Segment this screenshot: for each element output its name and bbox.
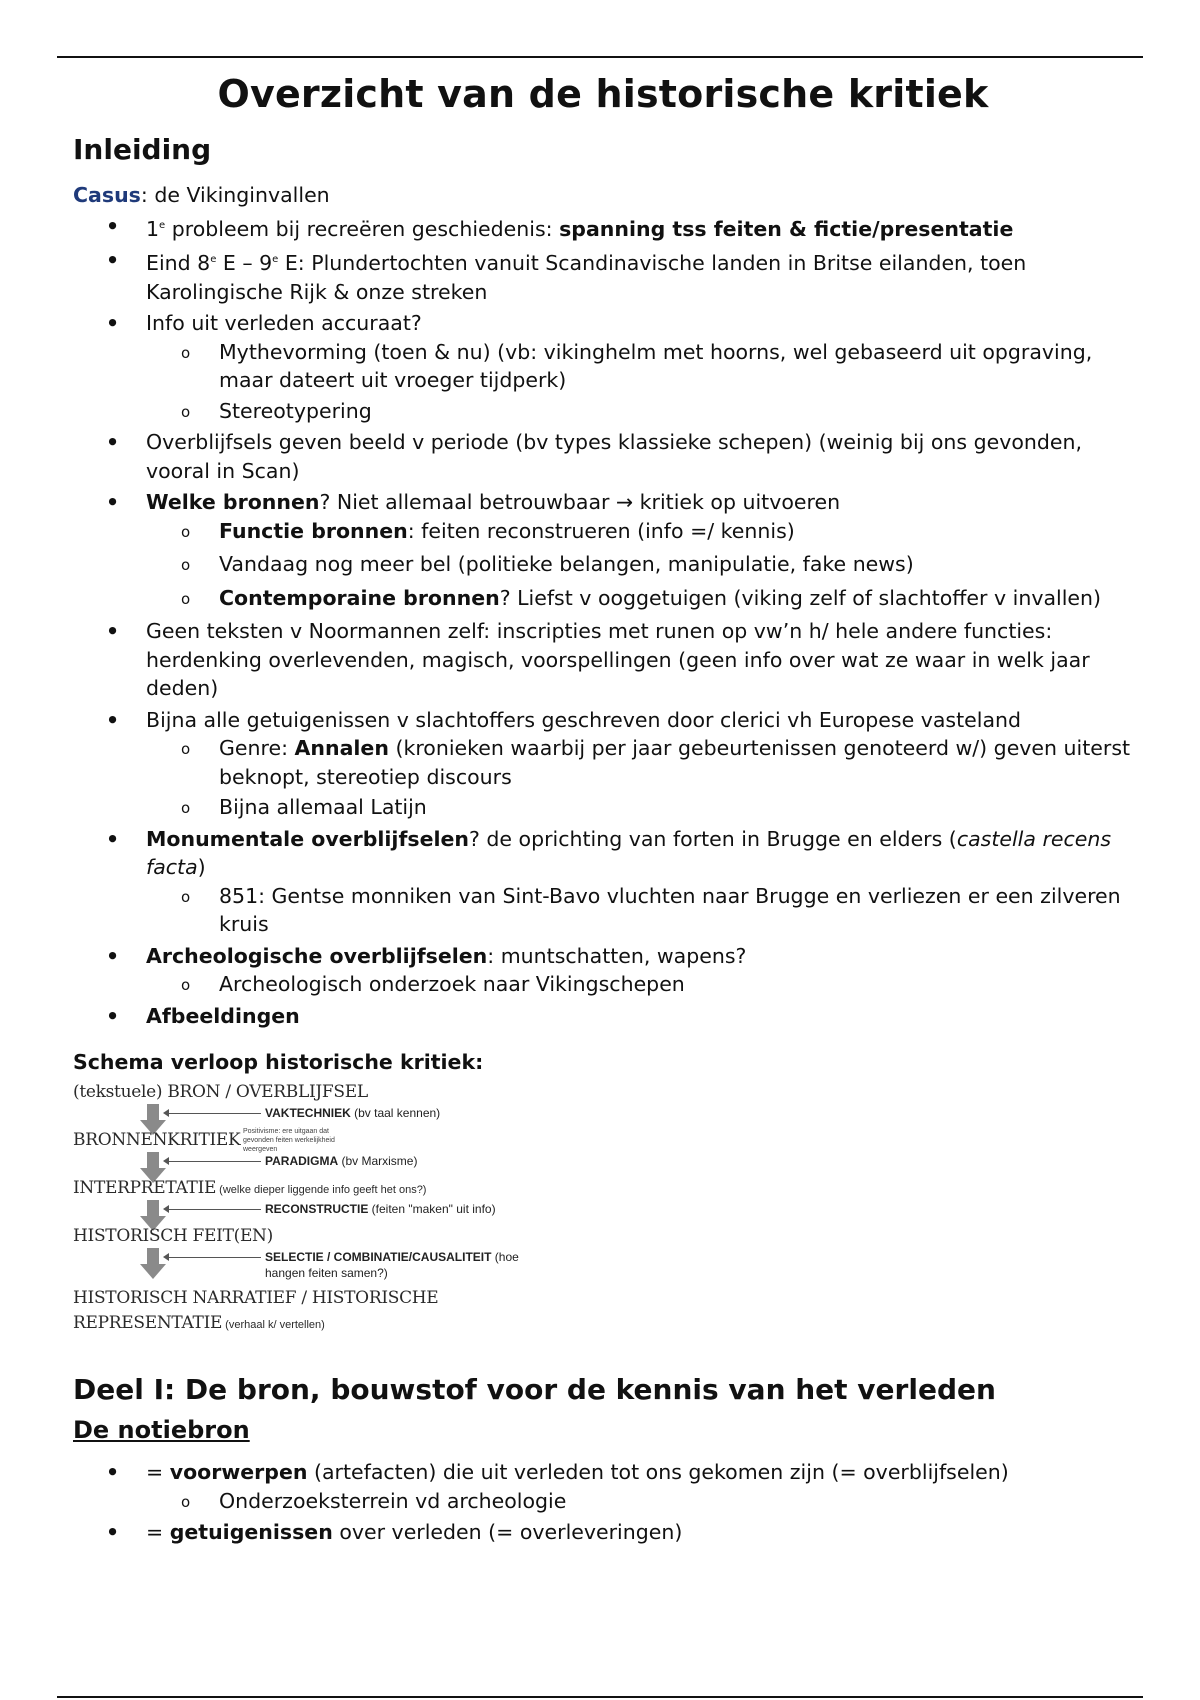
list-item: • Geen teksten v Noormannen zelf: inscripties met runen op vw’n h/ hele andere functies: herdenking overlevenden, magisch, voorspellingen (geen info over wat ze waar in welk jaar deden) <box>73 617 1133 703</box>
intro-list <box>73 212 1133 1030</box>
document-title: Overzicht van de historische kritiek <box>217 72 989 116</box>
sub-list-item: o Functie bronnen: feiten reconstrueren (info =/ kennis) <box>146 517 1133 546</box>
schema-step-bron: (tekstuele) BRON / OVERBLIJFSEL <box>73 1082 368 1103</box>
list-item: • Info uit verleden accuraat? o Mythevorming (toen & nu) (vb: vikinghelm met hoorns, wel gebaseerd uit opgraving, maar dateert uit vroeger tijdperk) o Stereotypering <box>73 309 1133 425</box>
list-item: • Overblijfsels geven beeld v periode (bv types klassieke schepen) (weinig bij ons gevonden, vooral in Scan) <box>73 428 1133 485</box>
schema-step-representatie: REPRESENTATIE (verhaal k/ vertellen) <box>73 1313 325 1334</box>
section-heading-inleiding: Inleiding <box>73 133 212 166</box>
schema-tiny-note: Positivisme: ere uitgaan dat gevonden feiten werkelijkheid weergeven <box>243 1128 335 1154</box>
schema-note-paradigma: PARADIGMA (bv Marxisme) <box>265 1154 418 1169</box>
list-item: • Monumentale overblijfselen? de oprichting van forten in Brugge en elders (castella recens facta) o 851: Gentse monniken van Sint-Bavo vluchten naar Brugge en verliezen er een zilveren kruis <box>73 825 1133 939</box>
left-arrow-icon <box>165 1209 261 1210</box>
list-item: • Bijna alle getuigenissen v slachtoffers geschreven door clerici vh Europese vasteland o Genre: Annalen (kronieken waarbij per jaar gebeurtenissen genoteerd w/) geven uiterst beknopt, stereotiep discours o Bijna allemaal Latijn <box>73 706 1133 822</box>
list-item: • Eind 8e E – 9e E: Plundertochten vanuit Scandinavische landen in Britse eilanden, toen Karolingische Rijk & onze streken <box>73 246 1133 306</box>
list-item: • Afbeeldingen <box>73 1002 1133 1031</box>
sub-list-item: o Onderzoeksterrein vd archeologie <box>146 1487 1133 1516</box>
sub-list-item: o Mythevorming (toen & nu) (vb: vikinghelm met hoorns, wel gebaseerd uit opgraving, maar dateert uit vroeger tijdperk) <box>146 338 1133 395</box>
casus-label: Casus <box>73 183 141 207</box>
subheading-notiebron: De notiebron <box>73 1416 250 1445</box>
left-arrow-icon <box>165 1161 261 1162</box>
sub-list-item: o Archeologisch onderzoek naar Vikingschepen <box>146 970 1133 999</box>
schema-note-reconstructie: RECONSTRUCTIE (feiten "maken" uit info) <box>265 1202 496 1217</box>
schema-step-interpretatie: INTERPRETATIE (welke dieper liggende info geeft het ons?) <box>73 1178 427 1199</box>
section-heading-deel-1: Deel I: De bron, bouwstof voor de kennis van het verleden <box>73 1373 996 1407</box>
schema-diagram <box>73 1080 533 1344</box>
sub-list-item: o Vandaag nog meer bel (politieke belangen, manipulatie, fake news) <box>146 550 1133 579</box>
sub-list-item: o Bijna allemaal Latijn <box>146 793 1133 822</box>
schema-step-historisch-feit: HISTORISCH FEIT(EN) <box>73 1226 273 1247</box>
sub-list-item: o 851: Gentse monniken van Sint-Bavo vluchten naar Brugge en verliezen er een zilveren kruis <box>146 882 1133 939</box>
schema-note-selectie-line2: hangen feiten samen?) <box>265 1266 388 1281</box>
left-arrow-icon <box>165 1113 261 1114</box>
left-arrow-icon <box>165 1257 261 1258</box>
schema-step-bronnenkritiek: BRONNENKRITIEK <box>73 1130 241 1151</box>
sub-list-item: o Stereotypering <box>146 397 1133 426</box>
schema-title: Schema verloop historische kritiek: <box>73 1050 484 1075</box>
schema-note-vaktechniek: VAKTECHNIEK (bv taal kennen) <box>265 1106 441 1121</box>
list-item: • = getuigenissen over verleden (= overleveringen) <box>73 1518 1133 1547</box>
list-item: • = voorwerpen (artefacten) die uit verleden tot ons gekomen zijn (= overblijfselen) o Onderzoeksterrein vd archeologie <box>73 1458 1133 1515</box>
schema-note-selectie: SELECTIE / COMBINATIE/CAUSALITEIT (hoe <box>265 1250 519 1265</box>
sub-list-item: o Contemporaine bronnen? Liefst v ooggetuigen (viking zelf of slachtoffer v invallen) <box>146 584 1133 613</box>
casus-line: Casus: de Vikinginvallen <box>73 183 330 207</box>
bottom-rule <box>57 1696 1143 1698</box>
document-body <box>73 66 1133 1550</box>
list-item: • Welke bronnen? Niet allemaal betrouwbaar → kritiek op uitvoeren o Functie bronnen: feiten reconstrueren (info =/ kennis) o Vandaag nog meer bel (politieke belangen, manipulatie, fake news) o Contemporaine bronnen? Liefst v ooggetuigen (viking zelf of slachtoffer v invallen) <box>73 488 1133 612</box>
schema-step-narratief: HISTORISCH NARRATIEF / HISTORISCHE <box>73 1288 439 1309</box>
list-item: • Archeologische overblijfselen: muntschatten, wapens? o Archeologisch onderzoek naar Vikingschepen <box>73 942 1133 999</box>
list-item: • 1e probleem bij recreëren geschiedenis: spanning tss feiten & fictie/presentatie <box>73 212 1133 243</box>
deel1-list <box>73 1458 1133 1547</box>
top-rule <box>57 56 1143 58</box>
sub-list-item: o Genre: Annalen (kronieken waarbij per jaar gebeurtenissen genoteerd w/) geven uiterst beknopt, stereotiep discours <box>146 734 1133 791</box>
